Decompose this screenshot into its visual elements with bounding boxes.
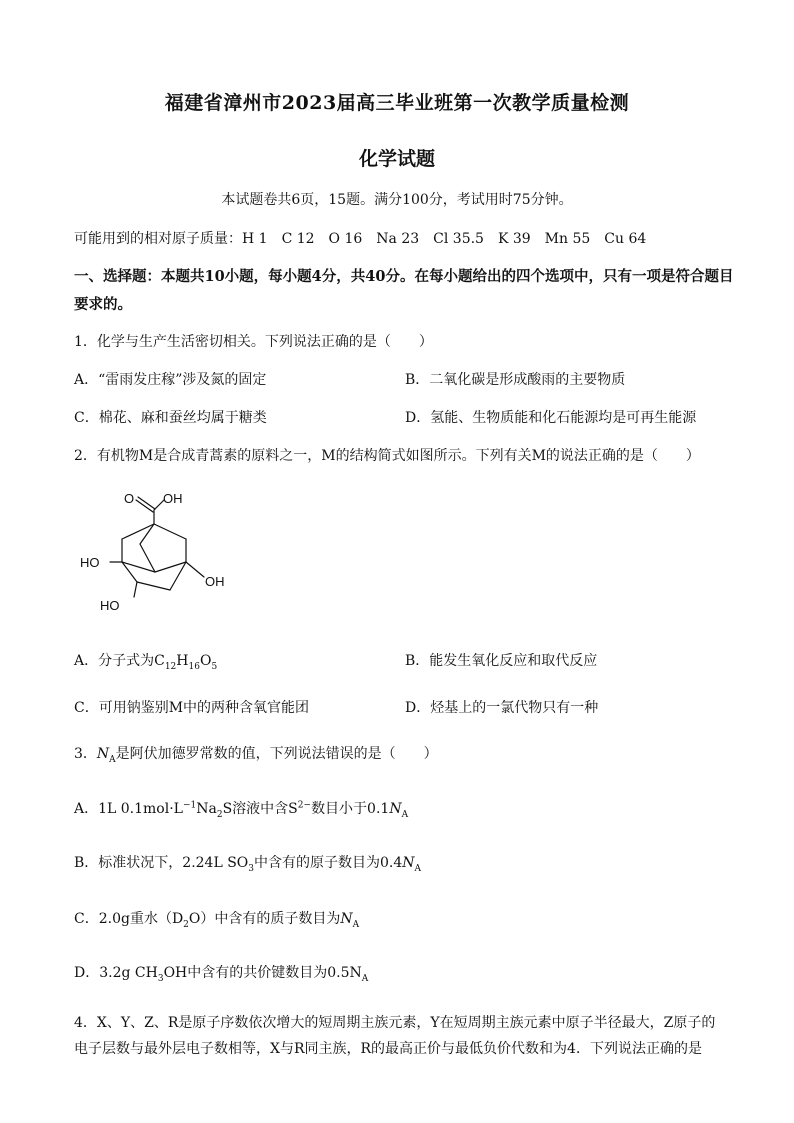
question-3-stem: 3．$N_A$是阿伏加德罗常数的值，下列说法错误的是（ ） [74,746,438,765]
question-2-option-d: D．烃基上的一氯代物只有一种 [405,700,599,716]
question-1-stem: 1．化学与生产生活密切相关。下列说法正确的是（ ） [74,334,433,350]
exam-title: 福建省漳州市2023届高三毕业班第一次教学质量检测 [164,92,630,114]
ho-bottom-label: HO [100,598,120,613]
acid-o-label: O [124,491,135,506]
question-3-option-c: C．2.0g重水$(D_2O)$中含有的质子数目为$N_A$ [74,911,360,930]
question-4-stem-line2: 电子层数与最外层电子数相等，X与R同主族，R的最高正价与最低负价代数和为4．下列说法正确的是 [74,1041,702,1057]
question-3-option-b: B．标准状况下，2.24L $SO_3$中含有的原子数目为$0.4N_A$ [74,855,422,874]
exam-subtitle: 化学试题 [358,148,435,170]
question-3-option-a: A．1L $0.1mol\cdot L^{-1}Na_2S$溶液中含$S^{2-}$数目小于$0.1N_A$ [74,800,409,820]
question-4-stem-line1: 4．X、Y、Z、R是原子序数依次增大的短周期主族元素，Y在短周期主族元素中原子半径最大，Z原子的 [74,1015,716,1031]
question-3-option-d: D．3.2g $CH_3OH$中含有的共价键数目为$0.5N_A$ [74,965,369,984]
question-1-option-a: A．“雷雨发庄稼”涉及氮的固定 [74,372,267,388]
question-1-option-d: D．氢能、生物质能和化石能源均是可再生能源 [405,410,697,426]
oh-right-label: OH [205,574,225,589]
acid-oh-label: OH [163,491,183,506]
section-heading-line2: 要求的。 [74,296,132,313]
ho-left-label: HO [80,555,100,570]
section-heading-line1: 一、选择题：本题共10小题，每小题4分，共40分。在每小题给出的四个选项中，只有一项是符合题目 [74,268,734,285]
question-2-option-c: C．可用钠鉴别M中的两种含氧官能团 [74,700,310,716]
molecule-structure-diagram [74,482,244,622]
exam-note: 本试题卷共6页，15题。满分100分，考试用时75分钟。 [221,192,573,208]
question-1-option-c: C．棉花、麻和蚕丝均属于糖类 [74,410,267,426]
question-1-option-b: B．二氧化碳是形成酸雨的主要物质 [405,372,626,388]
question-2-option-b: B．能发生氧化反应和取代反应 [405,653,598,669]
question-2-stem: 2．有机物M是合成青蒿素的原料之一，M的结构简式如图所示。下列有关M的说法正确的是（ ） [74,448,700,464]
atomic-mass-line: 可能用到的相对原子质量：H 1 C 12 O 16 Na 23 Cl 35.5 K 39 Mn 55 Cu 64 [74,231,647,247]
question-2-option-a: A．分子式为$C_{12}H_{16}O_5$ [74,653,218,672]
